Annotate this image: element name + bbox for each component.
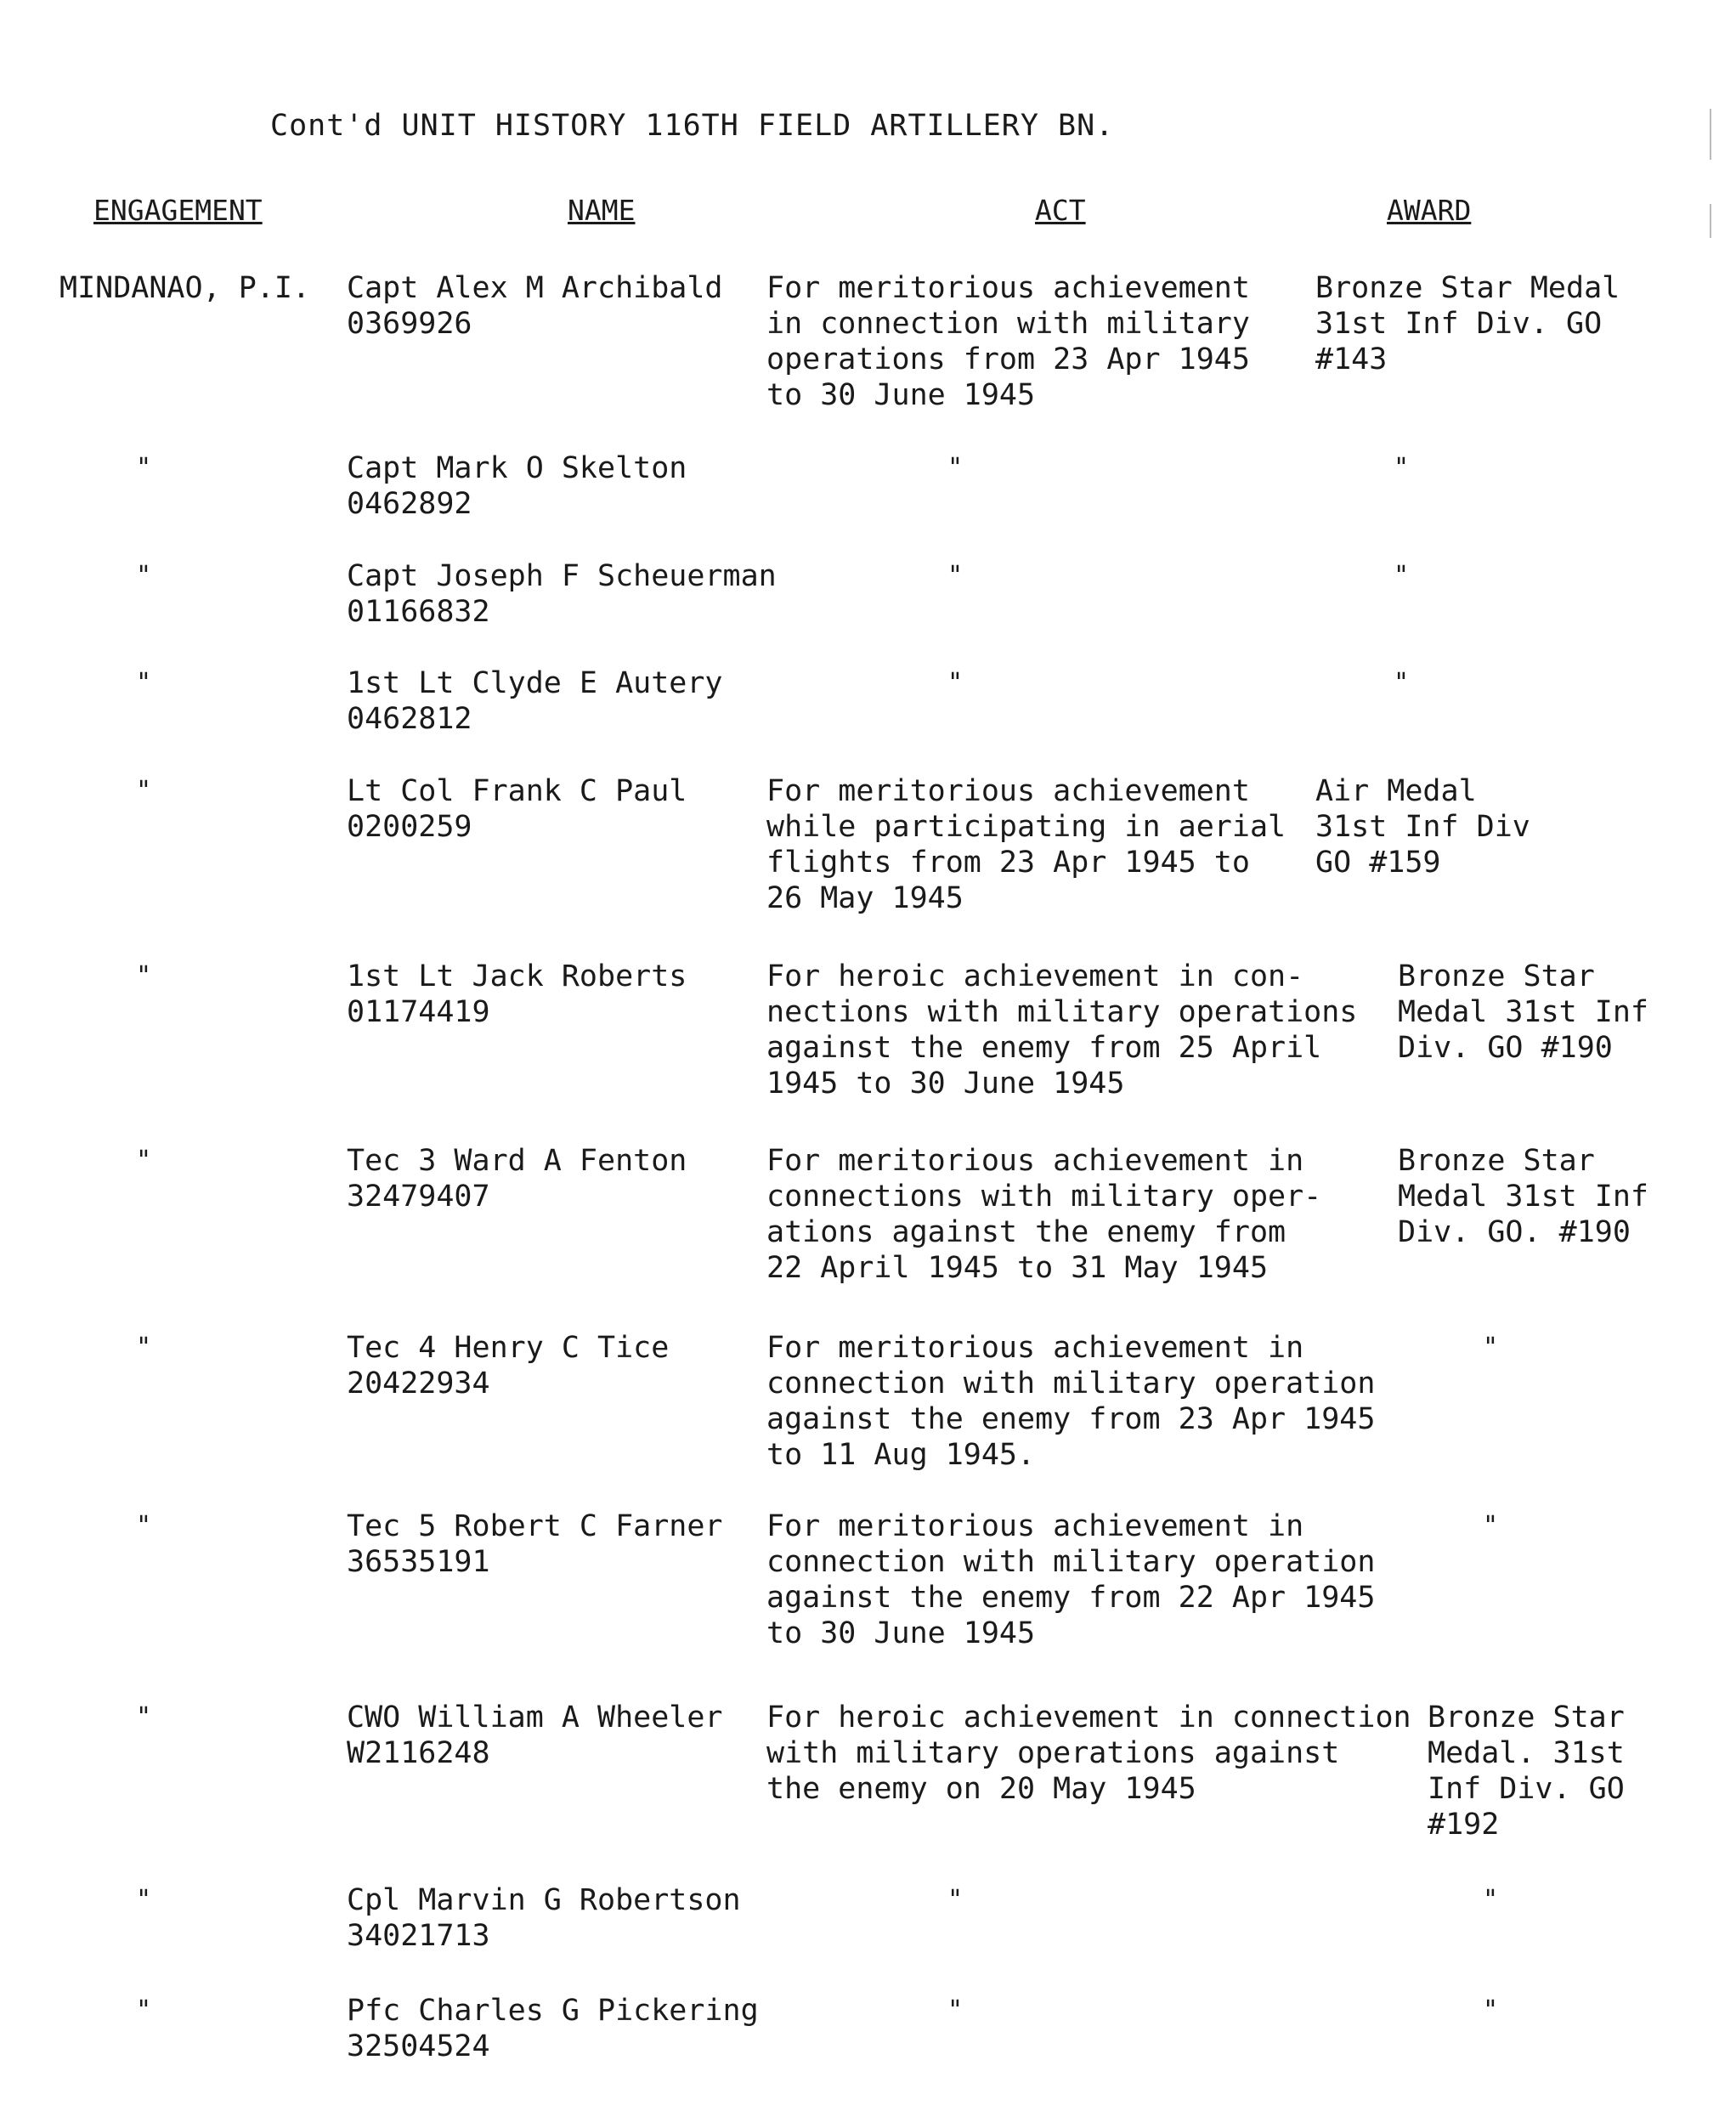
act-cell-line: with military operations against <box>766 1736 1340 1770</box>
act-cell-line: connections with military oper- <box>766 1180 1322 1214</box>
name-cell-line: Lt Col Frank C Paul <box>347 774 687 808</box>
award-cell-line: Air Medal <box>1315 774 1477 808</box>
act-cell <box>947 1882 963 1918</box>
act-cell <box>766 773 1286 916</box>
engagement-cell: " <box>136 453 152 483</box>
award-cell-line: Bronze Star <box>1398 1144 1595 1178</box>
award-cell-line: Div. GO #190 <box>1398 1031 1613 1065</box>
award-cell-line: 31st Inf Div. GO <box>1315 307 1603 341</box>
act-cell-line: operations from 23 Apr 1945 <box>766 342 1250 376</box>
award-cell <box>1394 558 1409 594</box>
act-cell-line: to 30 June 1945 <box>766 378 1036 412</box>
award-cell <box>1315 270 1620 377</box>
act-cell-line: to 30 June 1945 <box>766 1616 1036 1650</box>
award-cell <box>1483 1330 1498 1366</box>
award-cell <box>1428 1700 1625 1842</box>
name-cell <box>347 1882 741 1954</box>
name-cell <box>347 959 687 1030</box>
act-cell-line: in connection with military <box>766 307 1250 341</box>
act-cell-line: For meritorious achievement in <box>766 1509 1304 1543</box>
act-cell-line: For meritorious achievement in <box>766 1331 1304 1365</box>
award-cell-line: " <box>1483 1333 1499 1362</box>
name-cell-line: 1st Lt Jack Roberts <box>347 959 687 993</box>
act-cell <box>766 270 1250 413</box>
name-cell-line: 34021713 <box>347 1919 490 1953</box>
engagement-cell: " <box>136 961 152 991</box>
name-cell-line: Cpl Marvin G Robertson <box>347 1883 741 1917</box>
name-cell <box>347 665 723 737</box>
award-cell <box>1398 959 1648 1066</box>
name-cell <box>347 558 777 630</box>
act-cell-line: For meritorious achievement <box>766 271 1250 305</box>
name-cell-line: 1st Lt Clyde E Autery <box>347 666 723 700</box>
name-cell-line: Capt Mark O Skelton <box>347 451 687 485</box>
act-cell-line: For meritorious achievement <box>766 774 1250 808</box>
name-cell-line: Capt Joseph F Scheuerman <box>347 559 777 593</box>
award-cell <box>1394 450 1409 486</box>
header-act: ACT <box>1035 194 1086 227</box>
act-cell <box>766 959 1357 1101</box>
name-cell <box>347 1330 669 1401</box>
engagement-cell: " <box>136 1995 152 2025</box>
engagement-cell: " <box>136 561 152 591</box>
name-cell <box>347 1508 723 1580</box>
act-cell-line: For heroic achievement in con- <box>766 959 1304 993</box>
award-cell <box>1398 1143 1648 1250</box>
act-cell-line: For meritorious achievement in <box>766 1144 1304 1178</box>
name-cell <box>347 773 687 845</box>
header-engagement: ENGAGEMENT <box>93 194 263 227</box>
act-cell-line: " <box>947 561 964 591</box>
act-cell-line: against the enemy from 25 April <box>766 1031 1322 1065</box>
name-cell-line: 01174419 <box>347 995 490 1029</box>
name-cell-line: Tec 5 Robert C Farner <box>347 1509 723 1543</box>
act-cell-line: connection with military operation <box>766 1545 1376 1579</box>
name-cell-line: 01166832 <box>347 595 490 629</box>
award-cell <box>1483 1882 1498 1918</box>
name-cell-line: 36535191 <box>347 1545 490 1579</box>
act-cell-line: " <box>947 1995 964 2025</box>
act-cell-line: against the enemy from 23 Apr 1945 <box>766 1402 1376 1436</box>
name-cell-line: 0200259 <box>347 810 472 844</box>
award-cell-line: GO #159 <box>1315 846 1441 880</box>
page-title: Cont'd UNIT HISTORY 116TH FIELD ARTILLERY BN. <box>270 109 1115 143</box>
act-cell <box>766 1330 1375 1473</box>
name-cell-line: 0462892 <box>347 487 472 521</box>
name-cell-line: 32479407 <box>347 1180 490 1214</box>
name-cell <box>347 1700 723 1771</box>
act-cell-line: connection with military operation <box>766 1367 1376 1401</box>
act-cell <box>947 665 963 701</box>
name-cell-line: Tec 3 Ward A Fenton <box>347 1144 687 1178</box>
award-cell-line: Bronze Star Medal <box>1315 271 1620 305</box>
engagement-cell: MINDANAO, P.I. <box>59 271 311 305</box>
scan-edge-mark <box>1710 204 1711 238</box>
name-cell <box>347 450 687 522</box>
name-cell-line: Pfc Charles G Pickering <box>347 1994 759 2028</box>
act-cell <box>766 1143 1321 1286</box>
award-cell-line: " <box>1483 1885 1499 1915</box>
act-cell <box>947 558 963 594</box>
act-cell <box>766 1700 1411 1807</box>
award-cell-line: #192 <box>1428 1808 1500 1842</box>
header-award: AWARD <box>1387 194 1472 227</box>
act-cell-line: flights from 23 Apr 1945 to <box>766 846 1250 880</box>
act-cell-line: 22 April 1945 to 31 May 1945 <box>766 1251 1269 1285</box>
engagement-cell: " <box>136 1333 152 1362</box>
act-cell-line: while participating in aerial <box>766 810 1286 844</box>
name-cell <box>347 1143 687 1214</box>
award-cell-line: #143 <box>1315 342 1388 376</box>
award-cell-line: Bronze Star <box>1428 1701 1625 1735</box>
award-cell-line: Medal. 31st <box>1428 1736 1625 1770</box>
engagement-cell: " <box>136 1146 152 1175</box>
award-cell-line: 31st Inf Div <box>1315 810 1530 844</box>
act-cell-line: ations against the enemy from <box>766 1215 1286 1249</box>
name-cell-line: CWO William A Wheeler <box>347 1701 723 1735</box>
award-cell <box>1483 1508 1498 1544</box>
act-cell-line: the enemy on 20 May 1945 <box>766 1772 1196 1806</box>
award-cell-line: Div. GO. #190 <box>1398 1215 1631 1249</box>
scan-edge-mark <box>1710 109 1711 160</box>
act-cell-line: 1945 to 30 June 1945 <box>766 1067 1125 1101</box>
act-cell-line: against the enemy from 22 Apr 1945 <box>766 1581 1376 1615</box>
act-cell-line: For heroic achievement in connection <box>766 1701 1411 1735</box>
award-cell <box>1483 1993 1498 2029</box>
name-cell-line: Tec 4 Henry C Tice <box>347 1331 670 1365</box>
act-cell-line: " <box>947 1885 964 1915</box>
act-cell <box>947 450 963 486</box>
award-cell-line: Medal 31st Inf <box>1398 1180 1649 1214</box>
engagement-cell: " <box>136 776 152 806</box>
engagement-cell: " <box>136 668 152 698</box>
engagement-cell: " <box>136 1702 152 1732</box>
header-name: NAME <box>568 194 636 227</box>
name-cell-line: Capt Alex M Archibald <box>347 271 723 305</box>
award-cell-line: " <box>1394 668 1410 698</box>
award-cell-line: Bronze Star <box>1398 959 1595 993</box>
award-cell-line: " <box>1394 453 1410 483</box>
name-cell-line: W2116248 <box>347 1736 490 1770</box>
engagement-cell: " <box>136 1885 152 1915</box>
award-cell-line: " <box>1483 1511 1499 1541</box>
award-cell-line: " <box>1394 561 1410 591</box>
award-cell-line: Medal 31st Inf <box>1398 995 1649 1029</box>
award-cell-line: " <box>1483 1995 1499 2025</box>
act-cell-line: 26 May 1945 <box>766 881 964 915</box>
name-cell <box>347 1993 759 2064</box>
name-cell-line: 20422934 <box>347 1367 490 1401</box>
award-cell-line: Inf Div. GO <box>1428 1772 1625 1806</box>
act-cell-line: to 11 Aug 1945. <box>766 1438 1036 1472</box>
name-cell-line: 0369926 <box>347 307 472 341</box>
act-cell <box>766 1508 1375 1651</box>
award-cell <box>1315 773 1530 880</box>
name-cell <box>347 270 723 342</box>
name-cell-line: 32504524 <box>347 2029 490 2063</box>
act-cell <box>947 1993 963 2029</box>
name-cell-line: 0462812 <box>347 702 472 736</box>
act-cell-line: " <box>947 668 964 698</box>
act-cell-line: " <box>947 453 964 483</box>
act-cell-line: nections with military operations <box>766 995 1358 1029</box>
engagement-cell: " <box>136 1511 152 1541</box>
award-cell <box>1394 665 1409 701</box>
